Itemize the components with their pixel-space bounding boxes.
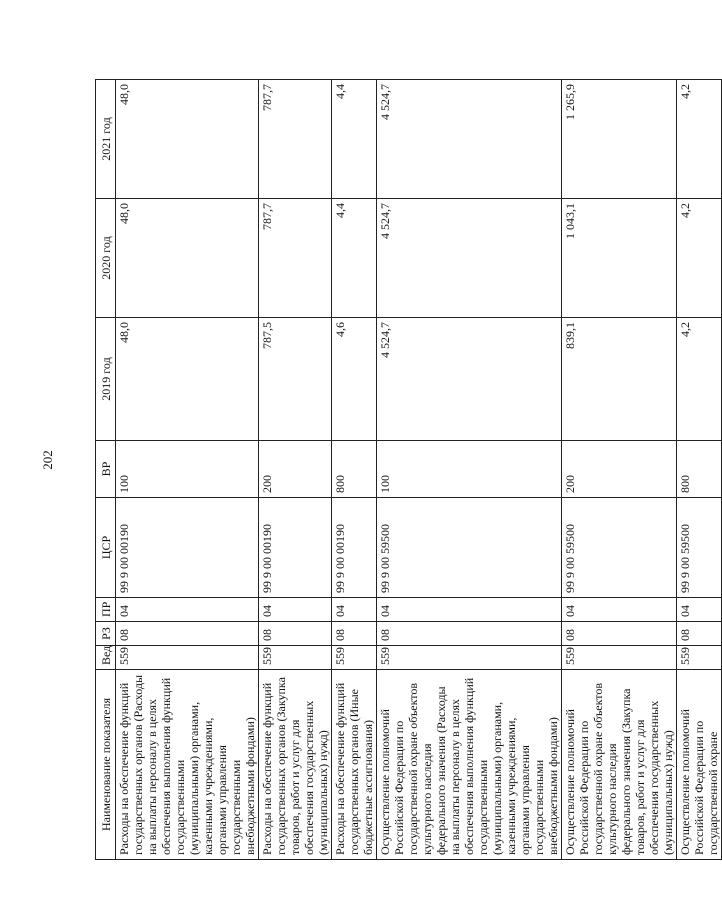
header-2021: 2021 год (96, 80, 116, 199)
rotated-table-container (95, 80, 720, 860)
cell-ved: 559 (562, 646, 677, 670)
cell-2020: 4,2 (677, 199, 722, 318)
cell-vr: 800 (332, 441, 377, 498)
cell-rz: 08 (332, 622, 377, 646)
cell-2020: 1 043,1 (562, 199, 677, 318)
cell-pr: 04 (677, 598, 722, 622)
cell-2020: 48,0 (116, 199, 259, 318)
cell-name: Осуществление полномочий Российской Федерации по государственной охране объектов культурного наследия федерального значения (Закупка товаров, работ и услуг для обеспечения государственных (муниципальных) нужд) (562, 670, 677, 860)
header-ved: Вед (96, 646, 116, 670)
cell-2019: 4,6 (332, 318, 377, 441)
cell-rz: 08 (377, 622, 562, 646)
table-row (562, 80, 677, 860)
table-row (677, 80, 722, 860)
cell-pr: 04 (332, 598, 377, 622)
cell-rz: 08 (562, 622, 677, 646)
cell-csr: 99 9 00 59500 (677, 498, 722, 598)
cell-vr: 200 (259, 441, 332, 498)
cell-rz: 08 (116, 622, 259, 646)
cell-name: Расходы на обеспечение функций государственных органов (Расходы на выплаты персоналу в целях обеспечения выполнения функций государственными (муниципальными) органами, казенными учреждениями, органами управления государственными внебюджетными фондами) (116, 670, 259, 860)
cell-2021: 1 265,9 (562, 80, 677, 199)
cell-2020: 787,7 (259, 199, 332, 318)
cell-name: Расходы на обеспечение функций государственных органов (Закупка товаров, работ и услуг для обеспечения государственных (муниципальных) нужд) (259, 670, 332, 860)
cell-pr: 04 (562, 598, 677, 622)
cell-pr: 04 (259, 598, 332, 622)
header-name: Наименование показателя (96, 670, 116, 860)
cell-vr: 100 (377, 441, 562, 498)
cell-pr: 04 (116, 598, 259, 622)
cell-name: Расходы на обеспечение функций государственных органов (Иные бюджетные ассигнования) (332, 670, 377, 860)
budget-table (95, 79, 722, 860)
cell-ved: 559 (377, 646, 562, 670)
cell-csr: 99 9 00 59500 (562, 498, 677, 598)
cell-vr: 800 (677, 441, 722, 498)
cell-2021: 4,2 (677, 80, 722, 199)
cell-2019: 4,2 (677, 318, 722, 441)
cell-csr: 99 9 00 00190 (116, 498, 259, 598)
cell-2019: 787,5 (259, 318, 332, 441)
cell-2019: 48,0 (116, 318, 259, 441)
cell-2021: 48,0 (116, 80, 259, 199)
table-row (116, 80, 259, 860)
table-row (332, 80, 377, 860)
cell-2020: 4,4 (332, 199, 377, 318)
table-row (259, 80, 332, 860)
cell-ved: 559 (332, 646, 377, 670)
cell-rz: 08 (677, 622, 722, 646)
header-2019: 2019 год (96, 318, 116, 441)
cell-2020: 4 524,7 (377, 199, 562, 318)
cell-ved: 559 (259, 646, 332, 670)
cell-name: Осуществление полномочий Российской Федерации по государственной охране (677, 670, 722, 860)
header-pr: ПР (96, 598, 116, 622)
header-2020: 2020 год (96, 199, 116, 318)
header-vr: ВР (96, 441, 116, 498)
cell-pr: 04 (377, 598, 562, 622)
cell-csr: 99 9 00 00190 (259, 498, 332, 598)
cell-2019: 4 524,7 (377, 318, 562, 441)
cell-2021: 787,7 (259, 80, 332, 199)
cell-rz: 08 (259, 622, 332, 646)
cell-vr: 200 (562, 441, 677, 498)
cell-vr: 100 (116, 441, 259, 498)
table-header-row (96, 80, 116, 860)
table-row (377, 80, 562, 860)
cell-csr: 99 9 00 59500 (377, 498, 562, 598)
cell-2021: 4,4 (332, 80, 377, 199)
cell-csr: 99 9 00 00190 (332, 498, 377, 598)
cell-ved: 559 (116, 646, 259, 670)
header-rz: РЗ (96, 622, 116, 646)
page-number: 202 (40, 450, 55, 470)
cell-2019: 839,1 (562, 318, 677, 441)
cell-ved: 559 (677, 646, 722, 670)
header-csr: ЦСР (96, 498, 116, 598)
cell-name: Осуществление полномочий Российской Федерации по государственной охране объектов культурного наследия федерального значения (Расходы на выплаты персоналу в целях обеспечения выполнения функций государственными (муниципальными) органами, казенными учреждениями, органами управления государственными внебюджетными фондами) (377, 670, 562, 860)
cell-2021: 4 524,7 (377, 80, 562, 199)
